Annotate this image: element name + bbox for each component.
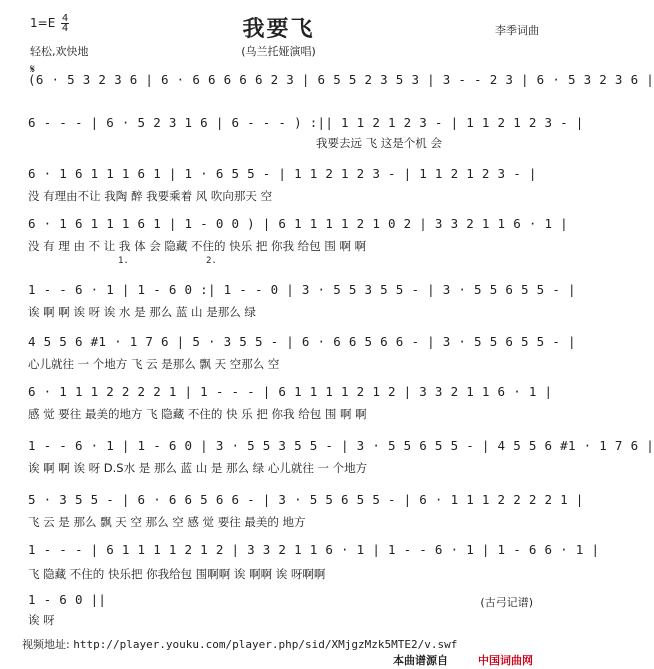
- site-brand-link[interactable]: 中国词曲网: [478, 654, 533, 667]
- melody-row-1: (6 · 5 3 2 3 6 | 6 · 6 6 6 6 6 2 3 | 6 5 5 2 3 5 3 | 3 - - 2 3 | 6 · 5 3 2 3 6 |: [28, 72, 654, 87]
- melody-row-3: 6 · 1 6 1 1 1 6 1 | 1 · 6 5 5 - | 1 1 2 1 2 3 - | 1 1 2 1 2 3 - |: [28, 166, 537, 181]
- lyrics-row-4: 没 有 理 由 不 让 我 体 会 隐藏 不住的 快乐 把 你我 给包 围 啊 啊: [28, 239, 367, 253]
- video-address: [22, 636, 457, 652]
- song-title: 我要飞: [242, 16, 315, 42]
- melody-row-5: 1 - - 6 · 1 | 1 - 6 0 :| 1 - - 0 | 3 · 5 5 3 5 5 - | 3 · 5 5 6 5 5 - |: [28, 282, 576, 297]
- melody-row-11: 1 - 6 0 ||: [28, 592, 107, 607]
- lyrics-row-10: 飞 隐藏 不住的 快乐把 你我给包 围啊啊 诶 啊啊 诶 呀啊啊: [28, 567, 326, 581]
- lyrics-row-3: 没 有理由不让 我陶 醉 我要乘着 风 吹向那天 空: [28, 189, 273, 203]
- tempo-marking: 轻松,欢快地: [30, 45, 89, 58]
- performer-subtitle: (乌兰托娅演唱): [241, 45, 316, 58]
- segno-icon: 𝄋: [30, 62, 36, 76]
- lyrics-row-11: 诶 呀: [28, 613, 55, 627]
- source-label: 本曲谱源自: [393, 654, 448, 667]
- lyrics-row-9: 飞 云 是 那么 飘 天 空 那么 空 感 觉 要往 最美的 地方: [28, 515, 306, 529]
- melody-row-9: 5 · 3 5 5 - | 6 · 6 6 5 6 6 - | 3 · 5 5 6 5 5 - | 6 · 1 1 1 2 2 2 2 1 |: [28, 492, 584, 507]
- author-credit: 李季词曲: [495, 24, 539, 37]
- melody-row-2: 6 - - - | 6 · 5 2 3 1 6 | 6 - - - ) :|| 1 1 2 1 2 3 - | 1 1 2 1 2 3 - |: [28, 115, 584, 130]
- transcriber-credit: (古弓记谱): [480, 596, 533, 609]
- ending-mark-1: 1.: [118, 256, 129, 266]
- melody-row-7: 6 · 1 1 1 2 2 2 2 1 | 1 - - - | 6 1 1 1 1 2 1 2 | 3 3 2 1 1 6 · 1 |: [28, 384, 553, 399]
- video-label: 视频地址:: [22, 638, 70, 651]
- lyrics-row-6: 心儿就往 一 个地方 飞 云 是那么 飘 天 空那么 空: [28, 357, 280, 371]
- lyrics-row-7: 感 觉 要往 最美的地方 飞 隐藏 不住的 快 乐 把 你我 给包 围 啊 啊: [28, 407, 367, 421]
- melody-row-8: 1 - - 6 · 1 | 1 - 6 0 | 3 · 5 5 3 5 5 - | 3 · 5 5 6 5 5 - | 4 5 5 6 #1 · 1 7 6 |: [28, 438, 654, 453]
- time-signature: $\frac{4}{4}$: [61, 13, 69, 34]
- melody-row-6: 4 5 5 6 #1 · 1 7 6 | 5 · 3 5 5 - | 6 · 6 6 5 6 6 - | 3 · 5 5 6 5 5 - |: [28, 334, 576, 349]
- melody-row-4: 6 · 1 6 1 1 1 6 1 | 1 - 0 0 ) | 6 1 1 1 1 2 1 0 2 | 3 3 2 1 1 6 · 1 |: [28, 216, 568, 231]
- melody-row-10: 1 - - - | 6 1 1 1 1 2 1 2 | 3 3 2 1 1 6 · 1 | 1 - - 6 · 1 | 1 - 6 6 · 1 |: [28, 542, 600, 557]
- lyrics-row-8: 诶 啊 啊 诶 呀 D.S水 是 那么 蓝 山 是 那么 绿 心儿就往 一 个地方: [28, 461, 368, 475]
- video-url-link[interactable]: http://player.youku.com/player.php/sid/XMjgzMzk5MTE2/v.swf: [73, 638, 458, 651]
- lyrics-row-5: 诶 啊 啊 诶 呀 诶 水 是 那么 蓝 山 是那么 绿: [28, 305, 256, 319]
- lyrics-row-2: 我要去远 飞 这是个机 会: [316, 136, 442, 150]
- ending-mark-2: 2.: [206, 256, 217, 266]
- key-signature: 1=E $\frac{4}{4}$: [30, 13, 69, 34]
